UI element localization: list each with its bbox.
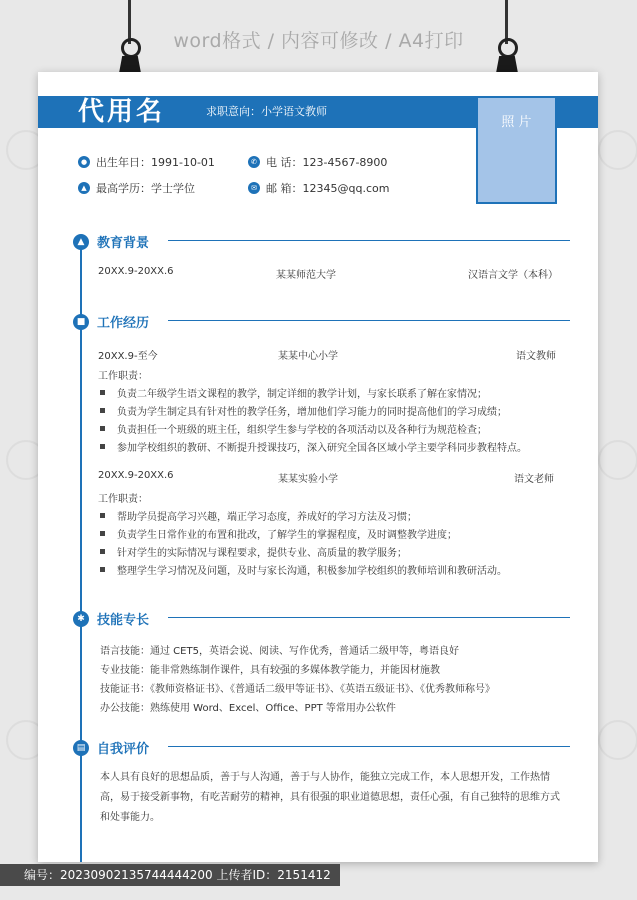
book-icon: ▤ — [73, 740, 89, 756]
briefcase-icon: ■ — [73, 314, 89, 330]
duty-item: 帮助学员提高学习兴趣，端正学习态度，养成好的学习方法及习惯； — [100, 508, 417, 523]
duty-label: 工作职责： — [98, 371, 148, 382]
section-divider — [168, 320, 570, 321]
graduation-cap-icon: ▲ — [73, 234, 89, 250]
duty-item: 参加学校组织的教研、不断提升授课技巧，深入研究全国各区域小学主要学科同步教程特点。 — [100, 439, 527, 454]
timeline-line — [80, 240, 82, 862]
duty-item: 负责二年级学生语文课程的教学，制定详细的教学计划，与家长联系了解在家情况； — [100, 385, 487, 400]
section-self — [73, 738, 149, 757]
graduation-cap-icon: ▲ — [78, 182, 90, 194]
skill-line: 办公技能：熟练使用 Word、Excel、Office、PPT 等常用办公软件 — [100, 703, 396, 714]
info-email: ✉ 邮 箱：12345@qq.com — [248, 180, 389, 196]
edu-school: 某某师范大学 — [276, 270, 336, 281]
top-caption: word格式 / 内容可修改 / A4打印 — [173, 30, 464, 52]
section-title: 工作经历 — [97, 316, 150, 331]
watermark-icon — [598, 440, 637, 480]
info-education: ▲ 最高学历：学士学位 — [78, 180, 195, 196]
duty-item: 负责担任一个班级的班主任，组织学生参与学校的各项活动以及各种行为规范检查； — [100, 421, 487, 436]
job-role: 语文老师 — [514, 474, 554, 485]
job-date: 20XX.9-至今 — [98, 351, 158, 362]
job-org: 某某实验小学 — [278, 474, 338, 485]
duty-item: 负责为学生制定具有针对性的教学任务，增加他们学习能力的同时提高他们的学习成绩； — [100, 403, 507, 418]
section-work — [73, 312, 149, 331]
watermark-icon — [598, 720, 637, 760]
skill-line: 语言技能：通过 CET5，英语会说、阅读、写作优秀，普通话二级甲等，粤语良好 — [100, 646, 459, 657]
job-org: 某某中心小学 — [278, 351, 338, 362]
duty-item: 整理学生学习情况及问题，及时与家长沟通，积极参加学校组织的教师培训和教研活动。 — [100, 562, 507, 577]
section-divider — [168, 617, 570, 618]
section-divider — [168, 240, 570, 241]
section-title: 技能专长 — [97, 613, 150, 628]
calendar-icon: ● — [78, 156, 90, 168]
duty-label: 工作职责： — [98, 494, 148, 505]
candidate-name: 代用名 — [78, 97, 166, 127]
duty-item: 负责学生日常作业的布置和批改，了解学生的掌握程度，及时调整教学进度； — [100, 526, 457, 541]
section-education — [73, 232, 149, 251]
section-divider — [168, 746, 570, 747]
gear-icon: ✱ — [73, 611, 89, 627]
skill-line: 专业技能：能非常熟练制作课件，具有较强的多媒体教学能力，并能因材施教 — [100, 665, 440, 676]
edu-major: 汉语言文学（本科） — [468, 270, 558, 281]
watermark-icon — [598, 130, 637, 170]
job-role: 语文教师 — [516, 351, 556, 362]
job-intent: 求职意向：小学语文教师 — [206, 105, 327, 118]
footer-bar: 编号：20230902135744444200 上传者ID：2151412 — [0, 864, 340, 886]
job-date: 20XX.9-20XX.6 — [98, 470, 174, 481]
section-skills — [73, 609, 149, 628]
photo-placeholder: 照 片 — [476, 96, 557, 204]
phone-icon: ✆ — [248, 156, 260, 168]
skill-line: 技能证书：《教师资格证书》、《普通话二级甲等证书》、《英语五级证书》、《优秀教师称号》 — [100, 684, 495, 695]
info-phone: ✆ 电 话：123-4567-8900 — [248, 154, 387, 170]
duty-item: 针对学生的实际情况与课程要求，提供专业、高质量的教学服务； — [100, 544, 407, 559]
info-birth: ● 出生年日：1991-10-01 — [78, 154, 215, 170]
section-title: 自我评价 — [97, 742, 150, 757]
mail-icon: ✉ — [248, 182, 260, 194]
self-evaluation-text: 本人具有良好的思想品质，善于与人沟通，善于与人协作，能独立完成工作，本人思想开发，工作热情高，易于接受新事物，有吃苦耐劳的精神，具有很强的职业道德思想，责任心强，有自己独特的思维方式和处事能力。 — [100, 772, 560, 823]
section-title: 教育背景 — [97, 236, 150, 251]
edu-date: 20XX.9-20XX.6 — [98, 266, 174, 277]
resume-paper — [38, 72, 598, 862]
